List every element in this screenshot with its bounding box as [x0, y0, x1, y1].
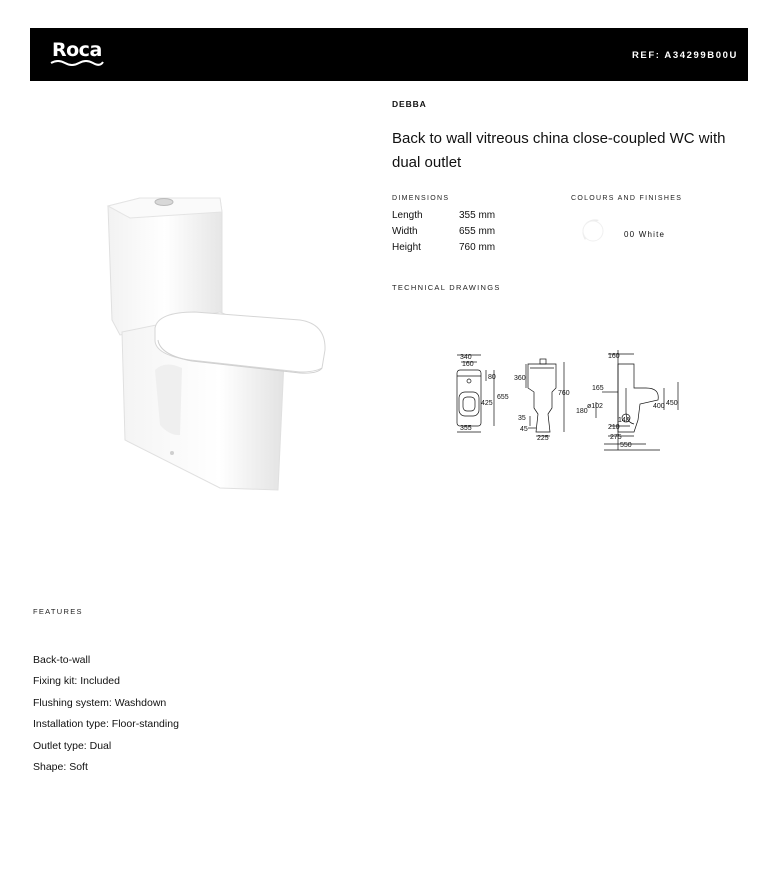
dim-label: 655 — [497, 394, 509, 401]
dim-label: 210 — [608, 424, 620, 431]
dimension-row-height — [392, 240, 495, 256]
dimensions-heading: DIMENSIONS — [392, 195, 450, 202]
feature-item: Flushing system: Washdown — [33, 696, 167, 709]
dim-label: 140 — [618, 417, 630, 424]
colour-name: 00 White — [624, 230, 666, 239]
dim-label: 165 — [592, 385, 604, 392]
dimension-row-width — [392, 224, 495, 240]
dim-label: 35 — [518, 415, 526, 422]
dim-label: 450 — [666, 400, 678, 407]
dimension-value: 355 mm — [459, 210, 496, 221]
dim-label: ø102 — [587, 403, 603, 410]
dimension-name: Width — [392, 226, 418, 237]
feature-item: Fixing kit: Included — [33, 675, 120, 688]
dim-label: 275 — [610, 434, 622, 441]
product-series: DEBBA — [392, 99, 427, 109]
technical-drawings — [450, 350, 690, 452]
dim-label: 360 — [514, 375, 526, 382]
dim-label: 550 — [620, 442, 632, 449]
dim-label: 760 — [558, 390, 570, 397]
feature-item: Installation type: Floor-standing — [33, 718, 179, 731]
header-bar — [30, 28, 748, 81]
dim-label: 340 — [460, 354, 472, 361]
reference-code: REF: A34299B00U — [631, 50, 738, 61]
features-heading: FEATURES — [33, 607, 83, 616]
dim-label: 225 — [537, 435, 549, 442]
dimension-row-length — [392, 208, 495, 224]
feature-item: Outlet type: Dual — [33, 739, 112, 752]
feature-item: Back-to-wall — [33, 654, 91, 666]
feature-item: Shape: Soft — [33, 760, 88, 773]
dim-label: 45 — [520, 426, 528, 433]
dimension-name: Height — [392, 242, 421, 253]
dim-label: 80 — [488, 374, 496, 381]
colour-swatch-white — [579, 218, 605, 244]
dimension-name: Length — [392, 210, 423, 221]
technical-drawings-heading: TECHNICAL DRAWINGS — [392, 283, 501, 292]
dimension-value: 655 mm — [459, 226, 496, 237]
dimensions-table — [392, 208, 495, 256]
product-title: Back to wall vitreous china close-coupled WC with dual outlet — [392, 130, 726, 171]
dim-label: 400 — [653, 403, 665, 410]
dim-label: 160 — [462, 361, 474, 368]
dim-label: 160 — [608, 353, 620, 360]
product-image — [100, 190, 335, 495]
colours-heading: COLOURS AND FINISHES — [571, 195, 683, 202]
brand-logo: Roca — [52, 39, 102, 61]
dim-label: 180 — [576, 408, 588, 415]
dim-label: 425 — [481, 400, 493, 407]
dim-label: 355 — [460, 425, 472, 432]
logo-wave-icon — [50, 59, 104, 67]
features-list — [33, 650, 179, 778]
dimension-value: 760 mm — [459, 242, 496, 253]
